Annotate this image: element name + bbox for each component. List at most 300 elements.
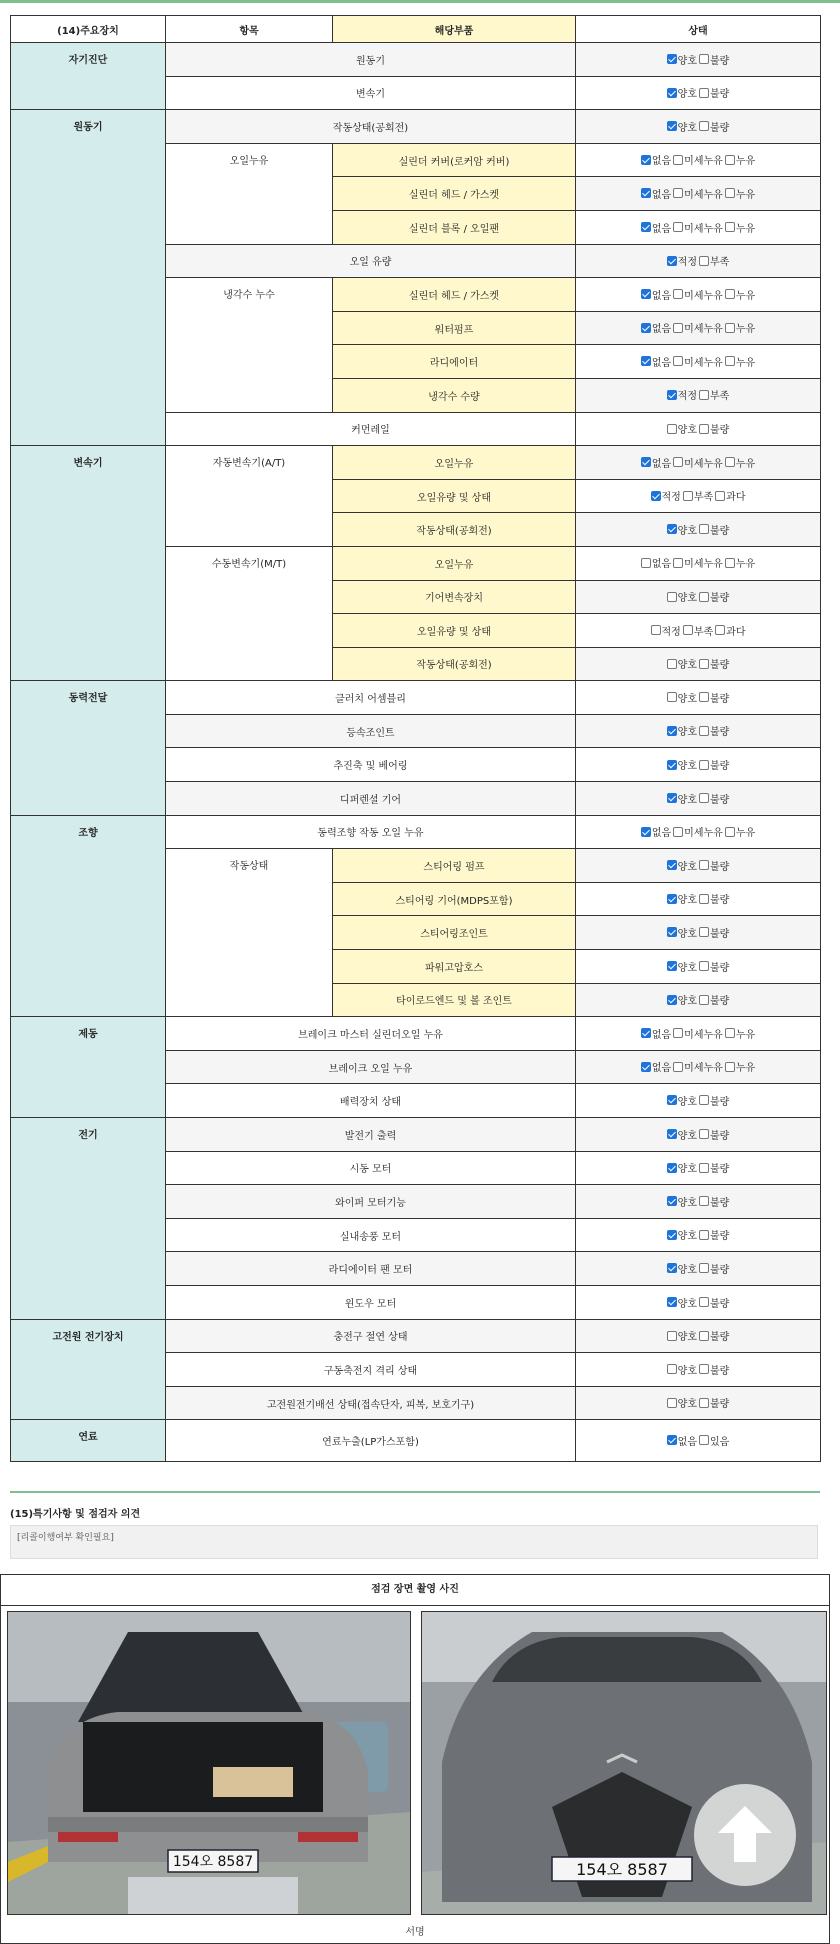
status-option[interactable]: [667, 959, 697, 974]
status-option[interactable]: [699, 723, 729, 738]
checkbox-unchecked[interactable]: [725, 289, 735, 299]
status-option-label: 부족: [710, 391, 730, 403]
checkbox-unchecked[interactable]: [683, 625, 693, 635]
checkbox-unchecked[interactable]: [715, 625, 725, 635]
status-option[interactable]: [699, 1261, 729, 1276]
status-option[interactable]: [667, 253, 697, 268]
status-option-label: 불량: [710, 928, 730, 940]
status-option[interactable]: [699, 522, 729, 537]
status-option[interactable]: [667, 1127, 697, 1142]
status-option-label: 없음: [651, 156, 672, 168]
status-option[interactable]: [725, 354, 755, 369]
status-option-label: 양호: [677, 425, 697, 437]
status-option[interactable]: [641, 220, 671, 235]
status-option-label: 없음: [677, 1436, 697, 1448]
checkbox-unchecked[interactable]: [725, 323, 735, 333]
status-cell: [576, 177, 821, 211]
status-option[interactable]: [715, 623, 745, 638]
status-option[interactable]: [667, 1160, 697, 1175]
status-cell: [576, 412, 821, 446]
status-option-label: 부족: [693, 626, 714, 638]
checkbox-unchecked[interactable]: [673, 356, 683, 366]
status-cell: [576, 110, 821, 144]
status-cell: [576, 546, 821, 580]
checkbox-unchecked[interactable]: [699, 692, 709, 702]
checkbox-unchecked[interactable]: [673, 188, 683, 198]
status-option[interactable]: [683, 488, 713, 503]
checkbox-unchecked[interactable]: [699, 256, 709, 266]
status-option[interactable]: [699, 1295, 729, 1310]
checkbox-unchecked[interactable]: [699, 1095, 709, 1105]
status-option[interactable]: [667, 992, 697, 1007]
status-option[interactable]: [725, 555, 755, 570]
checkbox-unchecked[interactable]: [699, 793, 709, 803]
status-cell: [576, 311, 821, 345]
checkbox-checked[interactable]: [667, 1230, 677, 1240]
inspection-photos: [0, 1574, 830, 1944]
status-option-label: 양호: [677, 1298, 697, 1310]
status-cell: [576, 1017, 821, 1051]
status-option[interactable]: [699, 52, 729, 67]
category-cell: 자기진단: [11, 43, 166, 110]
scroll-top-button[interactable]: [694, 1784, 796, 1886]
status-option[interactable]: [667, 925, 697, 940]
status-option-label: 불량: [710, 1231, 730, 1243]
status-option-label: 부족: [710, 257, 730, 269]
status-option[interactable]: [725, 1026, 755, 1041]
table-row: [11, 681, 821, 715]
status-option[interactable]: [725, 320, 755, 335]
checkbox-unchecked[interactable]: [699, 995, 709, 1005]
status-option[interactable]: [699, 387, 729, 402]
item-cell: 라디에이터 팬 모터: [166, 1252, 576, 1286]
table-row: [11, 1017, 821, 1051]
status-option[interactable]: [699, 1093, 729, 1108]
checkbox-unchecked[interactable]: [699, 390, 709, 400]
checkbox-unchecked[interactable]: [641, 558, 651, 568]
section-divider: [10, 1491, 820, 1493]
status-option-label: 적정: [677, 391, 697, 403]
rear-car-photo: [7, 1611, 411, 1915]
checkbox-checked[interactable]: [641, 1028, 651, 1038]
status-cell: [576, 1420, 821, 1462]
status-option[interactable]: [699, 891, 729, 906]
header-item: 항목: [166, 16, 333, 43]
checkbox-unchecked[interactable]: [699, 894, 709, 904]
checkbox-unchecked[interactable]: [699, 961, 709, 971]
status-cell: [576, 76, 821, 110]
checkbox-unchecked[interactable]: [725, 188, 735, 198]
checkbox-checked[interactable]: [667, 726, 677, 736]
checkbox-checked[interactable]: [667, 1435, 677, 1445]
checkbox-checked[interactable]: [667, 1297, 677, 1307]
checkbox-unchecked[interactable]: [699, 659, 709, 669]
status-option-label: 양호: [677, 89, 697, 101]
category-cell: 원동기: [11, 110, 166, 446]
status-cell: [576, 647, 821, 681]
part-cell: 기어변속장치: [333, 580, 576, 614]
checkbox-unchecked[interactable]: [699, 1435, 709, 1445]
checkbox-unchecked[interactable]: [699, 1297, 709, 1307]
status-option-label: 불량: [710, 593, 730, 605]
status-option[interactable]: [699, 858, 729, 873]
status-option-label: 불량: [710, 55, 730, 67]
item-cell: 브레이크 마스터 실린더오일 누유: [166, 1017, 576, 1051]
status-option-label: 누유: [735, 1063, 756, 1075]
status-option[interactable]: [673, 220, 723, 235]
status-option[interactable]: [699, 421, 729, 436]
checkbox-checked[interactable]: [667, 54, 677, 64]
status-option[interactable]: [725, 1059, 755, 1074]
status-option[interactable]: [667, 1328, 697, 1343]
status-option[interactable]: [699, 959, 729, 974]
status-option[interactable]: [725, 287, 755, 302]
checkbox-checked[interactable]: [641, 222, 651, 232]
status-cell: [576, 1386, 821, 1420]
status-option[interactable]: [673, 287, 723, 302]
status-option[interactable]: [667, 1194, 697, 1209]
checkbox-checked[interactable]: [667, 894, 677, 904]
status-option[interactable]: [641, 824, 671, 839]
item-cell: 오일 유량: [166, 244, 576, 278]
checkbox-unchecked[interactable]: [673, 558, 683, 568]
status-option-label: 불량: [710, 1197, 730, 1209]
status-option[interactable]: [651, 488, 681, 503]
status-option[interactable]: [667, 85, 697, 100]
status-option[interactable]: [667, 690, 697, 705]
part-cell: 오일누유: [333, 446, 576, 480]
status-option-label: 미세누유: [684, 324, 723, 336]
item-cell: 발전기 출력: [166, 1118, 576, 1152]
checkbox-unchecked[interactable]: [699, 1398, 709, 1408]
item-cell: 등속조인트: [166, 714, 576, 748]
checkbox-unchecked[interactable]: [673, 1028, 683, 1038]
status-option[interactable]: [699, 253, 729, 268]
status-option-label: 없음: [651, 189, 672, 201]
photos-title: 점검 장면 촬영 사진: [1, 1575, 829, 1606]
status-cell: [576, 479, 821, 513]
checkbox-unchecked[interactable]: [699, 860, 709, 870]
checkbox-unchecked[interactable]: [699, 88, 709, 98]
status-option[interactable]: [725, 152, 755, 167]
status-cell: [576, 882, 821, 916]
status-cell: [576, 345, 821, 379]
checkbox-checked[interactable]: [641, 188, 651, 198]
status-cell: [576, 446, 821, 480]
checkbox-unchecked[interactable]: [667, 424, 677, 434]
status-cell: [576, 43, 821, 77]
status-cell: [576, 1353, 821, 1387]
checkbox-checked[interactable]: [667, 1196, 677, 1206]
status-option[interactable]: [673, 152, 723, 167]
status-option[interactable]: [667, 858, 697, 873]
status-option[interactable]: [667, 723, 697, 738]
status-option[interactable]: [699, 1395, 729, 1410]
checkbox-unchecked[interactable]: [699, 1230, 709, 1240]
checkbox-unchecked[interactable]: [673, 289, 683, 299]
checkbox-unchecked[interactable]: [699, 1263, 709, 1273]
checkbox-unchecked[interactable]: [699, 1196, 709, 1206]
status-option[interactable]: [667, 891, 697, 906]
header-status: 상태: [576, 16, 821, 43]
status-option-label: 과다: [726, 626, 746, 638]
checkbox-unchecked[interactable]: [725, 222, 735, 232]
status-option[interactable]: [667, 52, 697, 67]
status-option[interactable]: [667, 757, 697, 772]
status-option-label: 양호: [677, 928, 697, 940]
checkbox-unchecked[interactable]: [667, 659, 677, 669]
checkbox-unchecked[interactable]: [673, 827, 683, 837]
checkbox-unchecked[interactable]: [683, 491, 693, 501]
table-row: [11, 815, 821, 849]
status-cell: [576, 278, 821, 312]
status-option-label: 양호: [677, 895, 697, 907]
status-option[interactable]: [699, 119, 729, 134]
status-option-label: 불량: [710, 425, 730, 437]
status-option[interactable]: [699, 1160, 729, 1175]
status-option[interactable]: [667, 589, 697, 604]
checkbox-unchecked[interactable]: [667, 592, 677, 602]
top-accent-bar: [0, 0, 840, 3]
checkbox-checked[interactable]: [641, 356, 651, 366]
subitem-cell: 냉각수 누수: [166, 278, 333, 412]
status-option[interactable]: [673, 1026, 723, 1041]
status-option[interactable]: [725, 824, 755, 839]
checkbox-unchecked[interactable]: [699, 424, 709, 434]
checkbox-unchecked[interactable]: [699, 927, 709, 937]
status-option[interactable]: [667, 522, 697, 537]
status-option-label: 양호: [677, 1399, 697, 1411]
status-option[interactable]: [641, 1059, 671, 1074]
status-option[interactable]: [699, 925, 729, 940]
status-option-label: 양호: [677, 1365, 697, 1377]
status-option[interactable]: [699, 589, 729, 604]
checkbox-checked[interactable]: [667, 793, 677, 803]
status-option-label: 없음: [651, 357, 672, 369]
checkbox-unchecked[interactable]: [699, 524, 709, 534]
status-option-label: 미세누유: [684, 1029, 723, 1041]
item-cell: 클러치 어셈블리: [166, 681, 576, 715]
checkbox-checked[interactable]: [651, 491, 661, 501]
status-option-label: 양호: [677, 962, 697, 974]
checkbox-unchecked[interactable]: [699, 121, 709, 131]
part-cell: 오일유량 및 상태: [333, 614, 576, 648]
item-cell: 와이퍼 모터기능: [166, 1185, 576, 1219]
status-option-label: 없음: [651, 458, 672, 470]
checkbox-unchecked[interactable]: [699, 1364, 709, 1374]
checkbox-checked[interactable]: [667, 1129, 677, 1139]
status-option[interactable]: [667, 1261, 697, 1276]
status-cell: [576, 1319, 821, 1353]
status-option[interactable]: [699, 1433, 729, 1448]
status-option[interactable]: [667, 1093, 697, 1108]
status-option[interactable]: [641, 354, 671, 369]
status-option-label: 미세누유: [684, 223, 723, 235]
status-option[interactable]: [651, 623, 681, 638]
checkbox-unchecked[interactable]: [673, 155, 683, 165]
checkbox-checked[interactable]: [641, 827, 651, 837]
status-option[interactable]: [673, 455, 723, 470]
status-option[interactable]: [667, 656, 697, 671]
status-option[interactable]: [715, 488, 745, 503]
checkbox-checked[interactable]: [641, 457, 651, 467]
checkbox-unchecked[interactable]: [699, 726, 709, 736]
checkbox-unchecked[interactable]: [725, 155, 735, 165]
status-option[interactable]: [641, 186, 671, 201]
checkbox-checked[interactable]: [667, 1163, 677, 1173]
status-option[interactable]: [699, 757, 729, 772]
status-option-label: 양호: [677, 55, 697, 67]
checkbox-unchecked[interactable]: [673, 457, 683, 467]
status-option[interactable]: [699, 791, 729, 806]
checkbox-unchecked[interactable]: [667, 1398, 677, 1408]
status-option-label: 불량: [710, 525, 730, 537]
status-option-label: 부족: [693, 492, 714, 504]
status-option[interactable]: [667, 1227, 697, 1242]
checkbox-unchecked[interactable]: [699, 1331, 709, 1341]
status-option[interactable]: [641, 1026, 671, 1041]
status-cell: [576, 983, 821, 1017]
checkbox-unchecked[interactable]: [725, 457, 735, 467]
status-option-label: 양호: [677, 1130, 697, 1142]
checkbox-checked[interactable]: [667, 256, 677, 266]
status-option[interactable]: [673, 555, 723, 570]
item-cell: 구동축전지 격리 상태: [166, 1353, 576, 1387]
status-option[interactable]: [667, 1433, 697, 1448]
status-option-label: 불량: [710, 727, 730, 739]
checkbox-checked[interactable]: [667, 88, 677, 98]
checkbox-unchecked[interactable]: [699, 1129, 709, 1139]
status-option[interactable]: [699, 1362, 729, 1377]
status-option-label: 미세누유: [684, 189, 723, 201]
checkbox-unchecked[interactable]: [725, 827, 735, 837]
status-option[interactable]: [699, 85, 729, 100]
part-cell: 오일유량 및 상태: [333, 479, 576, 513]
status-option[interactable]: [683, 623, 713, 638]
checkbox-unchecked[interactable]: [673, 222, 683, 232]
checkbox-unchecked[interactable]: [673, 323, 683, 333]
table-row: [11, 446, 821, 480]
category-cell: 연료: [11, 1420, 166, 1462]
status-option-label: 없음: [651, 559, 672, 571]
category-cell: 조향: [11, 815, 166, 1017]
checkbox-checked[interactable]: [641, 323, 651, 333]
status-option[interactable]: [667, 1395, 697, 1410]
status-cell: [576, 782, 821, 816]
status-option-label: 불량: [710, 794, 730, 806]
checkbox-checked[interactable]: [667, 1263, 677, 1273]
status-option[interactable]: [699, 690, 729, 705]
status-option[interactable]: [667, 421, 697, 436]
part-cell: 작동상태(공회전): [333, 513, 576, 547]
status-cell: [576, 244, 821, 278]
category-cell: 전기: [11, 1118, 166, 1320]
status-option[interactable]: [673, 186, 723, 201]
checkbox-unchecked[interactable]: [673, 1062, 683, 1072]
status-option[interactable]: [667, 387, 697, 402]
checkbox-checked[interactable]: [667, 121, 677, 131]
status-option[interactable]: [641, 152, 671, 167]
status-option[interactable]: [667, 1295, 697, 1310]
status-option[interactable]: [667, 119, 697, 134]
checkbox-checked[interactable]: [667, 927, 677, 937]
status-cell: [576, 714, 821, 748]
item-cell: 작동상태(공회전): [166, 110, 576, 144]
checkbox-checked[interactable]: [667, 760, 677, 770]
status-option[interactable]: [641, 320, 671, 335]
status-option-label: 없음: [651, 290, 672, 302]
status-option[interactable]: [699, 992, 729, 1007]
header-part: 해당부품: [333, 16, 576, 43]
status-option[interactable]: [699, 656, 729, 671]
checkbox-checked[interactable]: [667, 860, 677, 870]
status-option[interactable]: [641, 455, 671, 470]
checkbox-checked[interactable]: [667, 995, 677, 1005]
checkbox-checked[interactable]: [641, 1062, 651, 1072]
status-option-label: 양호: [677, 996, 697, 1008]
status-option[interactable]: [673, 354, 723, 369]
checkbox-unchecked[interactable]: [725, 356, 735, 366]
status-option[interactable]: [699, 1227, 729, 1242]
checkbox-checked[interactable]: [667, 524, 677, 534]
status-option[interactable]: [673, 1059, 723, 1074]
checkbox-checked[interactable]: [667, 961, 677, 971]
status-option[interactable]: [667, 791, 697, 806]
status-option[interactable]: [699, 1328, 729, 1343]
checkbox-unchecked[interactable]: [667, 692, 677, 702]
status-cell: [576, 916, 821, 950]
status-option[interactable]: [673, 320, 723, 335]
status-option[interactable]: [673, 824, 723, 839]
part-cell: 오일누유: [333, 546, 576, 580]
checkbox-unchecked[interactable]: [699, 54, 709, 64]
checkbox-checked[interactable]: [667, 1095, 677, 1105]
subitem-cell: 자동변속기(A/T): [166, 446, 333, 547]
checkbox-unchecked[interactable]: [699, 1163, 709, 1173]
checkbox-checked[interactable]: [667, 390, 677, 400]
checkbox-unchecked[interactable]: [715, 491, 725, 501]
major-device-table: [10, 15, 821, 1462]
status-option[interactable]: [725, 186, 755, 201]
status-option[interactable]: [725, 220, 755, 235]
part-cell: 라디에이터: [333, 345, 576, 379]
checkbox-unchecked[interactable]: [725, 1028, 735, 1038]
status-option[interactable]: [725, 455, 755, 470]
checkbox-unchecked[interactable]: [667, 1364, 677, 1374]
status-option-label: 누유: [735, 156, 756, 168]
checkbox-unchecked[interactable]: [699, 592, 709, 602]
checkbox-unchecked[interactable]: [699, 760, 709, 770]
status-option-label: 양호: [677, 861, 697, 873]
status-option[interactable]: [699, 1194, 729, 1209]
checkbox-unchecked[interactable]: [725, 558, 735, 568]
item-cell: 커먼레일: [166, 412, 576, 446]
subitem-cell: 작동상태: [166, 849, 333, 1017]
checkbox-checked[interactable]: [641, 289, 651, 299]
status-option-label: 미세누유: [684, 290, 723, 302]
part-cell: 워터펌프: [333, 311, 576, 345]
status-option[interactable]: [641, 555, 671, 570]
checkbox-unchecked[interactable]: [725, 1062, 735, 1072]
status-option[interactable]: [667, 1362, 697, 1377]
status-option[interactable]: [699, 1127, 729, 1142]
checkbox-unchecked[interactable]: [667, 1331, 677, 1341]
checkbox-checked[interactable]: [641, 155, 651, 165]
status-option[interactable]: [641, 287, 671, 302]
item-cell: 변속기: [166, 76, 576, 110]
status-option-label: 적정: [677, 257, 697, 269]
checkbox-unchecked[interactable]: [651, 625, 661, 635]
